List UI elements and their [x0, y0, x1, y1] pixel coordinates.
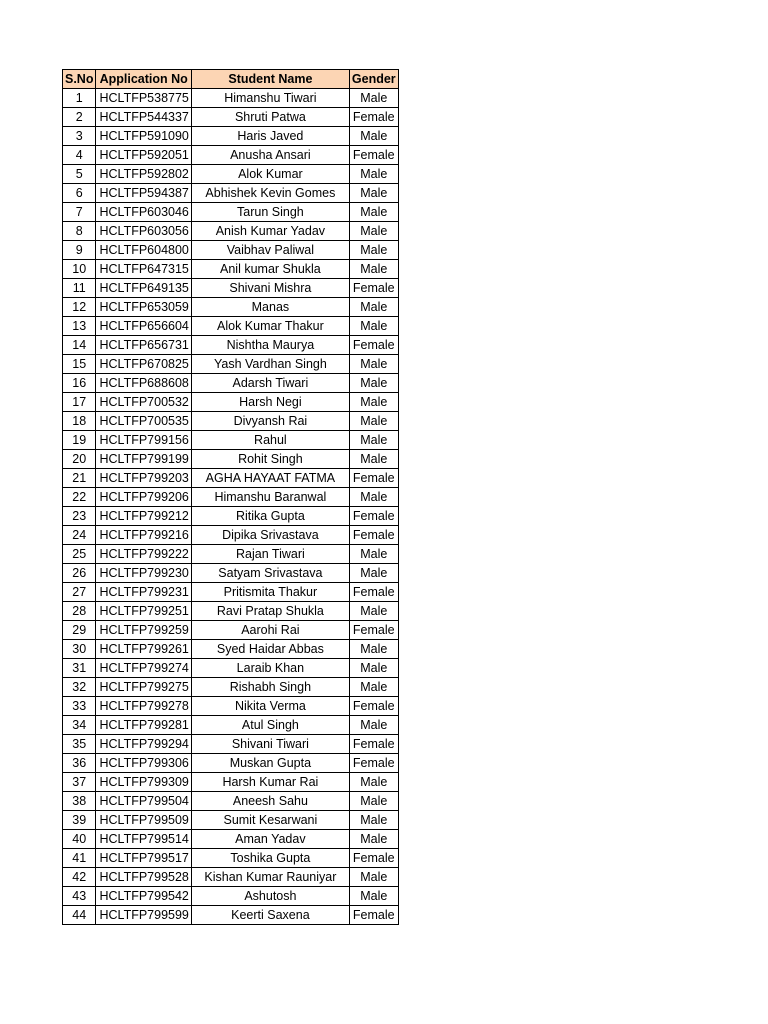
cell-sno: 30	[63, 640, 96, 659]
cell-application-no: HCLTFP799230	[96, 564, 191, 583]
cell-gender: Male	[349, 564, 398, 583]
cell-application-no: HCLTFP603056	[96, 222, 191, 241]
cell-application-no: HCLTFP592802	[96, 165, 191, 184]
table-row	[63, 526, 399, 545]
table-row	[63, 735, 399, 754]
cell-gender: Male	[349, 773, 398, 792]
cell-sno: 25	[63, 545, 96, 564]
cell-student-name: Dipika Srivastava	[191, 526, 349, 545]
table-row	[63, 792, 399, 811]
cell-student-name: Keerti Saxena	[191, 906, 349, 925]
cell-student-name: Rajan Tiwari	[191, 545, 349, 564]
cell-application-no: HCLTFP688608	[96, 374, 191, 393]
cell-gender: Male	[349, 393, 398, 412]
cell-sno: 24	[63, 526, 96, 545]
table-row	[63, 222, 399, 241]
table-row	[63, 488, 399, 507]
cell-gender: Male	[349, 545, 398, 564]
cell-student-name: Rohit Singh	[191, 450, 349, 469]
cell-student-name: Aman Yadav	[191, 830, 349, 849]
cell-application-no: HCLTFP799206	[96, 488, 191, 507]
cell-gender: Male	[349, 241, 398, 260]
cell-gender: Female	[349, 108, 398, 127]
cell-application-no: HCLTFP799156	[96, 431, 191, 450]
cell-sno: 6	[63, 184, 96, 203]
cell-gender: Male	[349, 317, 398, 336]
cell-student-name: Nishtha Maurya	[191, 336, 349, 355]
cell-student-name: Atul Singh	[191, 716, 349, 735]
cell-gender: Male	[349, 89, 398, 108]
cell-gender: Male	[349, 640, 398, 659]
cell-student-name: Shivani Tiwari	[191, 735, 349, 754]
cell-gender: Male	[349, 602, 398, 621]
cell-gender: Male	[349, 298, 398, 317]
cell-application-no: HCLTFP799274	[96, 659, 191, 678]
cell-application-no: HCLTFP799309	[96, 773, 191, 792]
table-row	[63, 89, 399, 108]
cell-application-no: HCLTFP603046	[96, 203, 191, 222]
cell-application-no: HCLTFP670825	[96, 355, 191, 374]
cell-gender: Male	[349, 355, 398, 374]
cell-sno: 1	[63, 89, 96, 108]
cell-student-name: Alok Kumar	[191, 165, 349, 184]
cell-sno: 29	[63, 621, 96, 640]
header-application-no: Application No	[96, 70, 191, 89]
cell-application-no: HCLTFP799281	[96, 716, 191, 735]
cell-sno: 18	[63, 412, 96, 431]
table-row	[63, 108, 399, 127]
cell-student-name: Shruti Patwa	[191, 108, 349, 127]
cell-student-name: Yash Vardhan Singh	[191, 355, 349, 374]
table-row	[63, 754, 399, 773]
cell-student-name: Shivani Mishra	[191, 279, 349, 298]
cell-gender: Male	[349, 412, 398, 431]
cell-application-no: HCLTFP799222	[96, 545, 191, 564]
cell-sno: 21	[63, 469, 96, 488]
cell-gender: Male	[349, 450, 398, 469]
cell-sno: 16	[63, 374, 96, 393]
cell-application-no: HCLTFP538775	[96, 89, 191, 108]
cell-student-name: Himanshu Tiwari	[191, 89, 349, 108]
cell-student-name: Pritismita Thakur	[191, 583, 349, 602]
table-row	[63, 317, 399, 336]
cell-application-no: HCLTFP653059	[96, 298, 191, 317]
cell-sno: 28	[63, 602, 96, 621]
cell-student-name: Vaibhav Paliwal	[191, 241, 349, 260]
cell-gender: Female	[349, 621, 398, 640]
cell-application-no: HCLTFP799259	[96, 621, 191, 640]
table-row	[63, 602, 399, 621]
cell-application-no: HCLTFP799251	[96, 602, 191, 621]
cell-application-no: HCLTFP604800	[96, 241, 191, 260]
header-sno: S.No	[63, 70, 96, 89]
cell-application-no: HCLTFP799199	[96, 450, 191, 469]
cell-gender: Female	[349, 849, 398, 868]
table-row	[63, 773, 399, 792]
cell-application-no: HCLTFP799599	[96, 906, 191, 925]
cell-student-name: Aneesh Sahu	[191, 792, 349, 811]
cell-student-name: Ravi Pratap Shukla	[191, 602, 349, 621]
cell-sno: 23	[63, 507, 96, 526]
cell-application-no: HCLTFP594387	[96, 184, 191, 203]
cell-sno: 8	[63, 222, 96, 241]
cell-application-no: HCLTFP799504	[96, 792, 191, 811]
cell-gender: Male	[349, 792, 398, 811]
table-row	[63, 393, 399, 412]
cell-sno: 37	[63, 773, 96, 792]
cell-application-no: HCLTFP799294	[96, 735, 191, 754]
table-row	[63, 127, 399, 146]
cell-application-no: HCLTFP799509	[96, 811, 191, 830]
cell-sno: 27	[63, 583, 96, 602]
table-row	[63, 849, 399, 868]
cell-gender: Female	[349, 146, 398, 165]
table-row	[63, 355, 399, 374]
table-row	[63, 146, 399, 165]
cell-sno: 44	[63, 906, 96, 925]
table-row	[63, 583, 399, 602]
cell-student-name: Syed Haidar Abbas	[191, 640, 349, 659]
header-gender: Gender	[349, 70, 398, 89]
cell-application-no: HCLTFP799528	[96, 868, 191, 887]
header-row	[63, 70, 399, 89]
table-row	[63, 184, 399, 203]
cell-gender: Male	[349, 374, 398, 393]
cell-gender: Female	[349, 754, 398, 773]
cell-sno: 42	[63, 868, 96, 887]
table-row	[63, 868, 399, 887]
table-row	[63, 431, 399, 450]
table-row	[63, 241, 399, 260]
cell-sno: 32	[63, 678, 96, 697]
cell-student-name: AGHA HAYAAT FATMA	[191, 469, 349, 488]
cell-application-no: HCLTFP656604	[96, 317, 191, 336]
cell-sno: 38	[63, 792, 96, 811]
cell-application-no: HCLTFP799517	[96, 849, 191, 868]
table-row	[63, 678, 399, 697]
cell-sno: 4	[63, 146, 96, 165]
cell-student-name: Rahul	[191, 431, 349, 450]
cell-gender: Male	[349, 222, 398, 241]
cell-sno: 13	[63, 317, 96, 336]
cell-student-name: Satyam Srivastava	[191, 564, 349, 583]
cell-sno: 3	[63, 127, 96, 146]
cell-sno: 43	[63, 887, 96, 906]
cell-application-no: HCLTFP700535	[96, 412, 191, 431]
table-row	[63, 887, 399, 906]
cell-sno: 26	[63, 564, 96, 583]
cell-gender: Male	[349, 127, 398, 146]
cell-gender: Male	[349, 203, 398, 222]
table-row	[63, 640, 399, 659]
cell-gender: Male	[349, 488, 398, 507]
cell-application-no: HCLTFP799278	[96, 697, 191, 716]
cell-sno: 35	[63, 735, 96, 754]
student-table	[62, 69, 399, 925]
cell-student-name: Anish Kumar Yadav	[191, 222, 349, 241]
table-row	[63, 336, 399, 355]
cell-gender: Male	[349, 887, 398, 906]
table-row	[63, 469, 399, 488]
cell-student-name: Laraib Khan	[191, 659, 349, 678]
cell-application-no: HCLTFP700532	[96, 393, 191, 412]
cell-sno: 22	[63, 488, 96, 507]
cell-gender: Male	[349, 811, 398, 830]
cell-application-no: HCLTFP656731	[96, 336, 191, 355]
cell-student-name: Aarohi Rai	[191, 621, 349, 640]
cell-sno: 5	[63, 165, 96, 184]
table-row	[63, 412, 399, 431]
cell-gender: Female	[349, 735, 398, 754]
cell-student-name: Ritika Gupta	[191, 507, 349, 526]
cell-student-name: Abhishek Kevin Gomes	[191, 184, 349, 203]
table-body	[63, 89, 399, 925]
table-row	[63, 621, 399, 640]
cell-gender: Female	[349, 697, 398, 716]
cell-student-name: Toshika Gupta	[191, 849, 349, 868]
cell-student-name: Anil kumar Shukla	[191, 260, 349, 279]
cell-gender: Male	[349, 165, 398, 184]
cell-student-name: Rishabh Singh	[191, 678, 349, 697]
cell-sno: 12	[63, 298, 96, 317]
cell-application-no: HCLTFP544337	[96, 108, 191, 127]
table-row	[63, 906, 399, 925]
cell-sno: 40	[63, 830, 96, 849]
cell-sno: 36	[63, 754, 96, 773]
table-row	[63, 203, 399, 222]
table-row	[63, 374, 399, 393]
cell-sno: 15	[63, 355, 96, 374]
cell-sno: 41	[63, 849, 96, 868]
cell-student-name: Muskan Gupta	[191, 754, 349, 773]
table-row	[63, 811, 399, 830]
table-row	[63, 697, 399, 716]
cell-application-no: HCLTFP799261	[96, 640, 191, 659]
table-row	[63, 450, 399, 469]
table-row	[63, 507, 399, 526]
table-row	[63, 545, 399, 564]
table-row	[63, 165, 399, 184]
cell-application-no: HCLTFP799542	[96, 887, 191, 906]
cell-gender: Male	[349, 678, 398, 697]
cell-sno: 39	[63, 811, 96, 830]
cell-application-no: HCLTFP591090	[96, 127, 191, 146]
cell-application-no: HCLTFP592051	[96, 146, 191, 165]
cell-student-name: Sumit Kesarwani	[191, 811, 349, 830]
cell-sno: 11	[63, 279, 96, 298]
cell-gender: Male	[349, 659, 398, 678]
cell-student-name: Alok Kumar Thakur	[191, 317, 349, 336]
cell-student-name: Divyansh Rai	[191, 412, 349, 431]
table-row	[63, 260, 399, 279]
cell-gender: Female	[349, 469, 398, 488]
cell-gender: Male	[349, 431, 398, 450]
cell-student-name: Adarsh Tiwari	[191, 374, 349, 393]
table-row	[63, 279, 399, 298]
cell-sno: 19	[63, 431, 96, 450]
cell-student-name: Ashutosh	[191, 887, 349, 906]
cell-gender: Male	[349, 184, 398, 203]
cell-gender: Female	[349, 279, 398, 298]
cell-application-no: HCLTFP649135	[96, 279, 191, 298]
table-row	[63, 298, 399, 317]
cell-student-name: Manas	[191, 298, 349, 317]
cell-sno: 9	[63, 241, 96, 260]
cell-gender: Female	[349, 906, 398, 925]
cell-application-no: HCLTFP799306	[96, 754, 191, 773]
cell-sno: 20	[63, 450, 96, 469]
cell-gender: Male	[349, 260, 398, 279]
header-student-name: Student Name	[191, 70, 349, 89]
cell-application-no: HCLTFP799231	[96, 583, 191, 602]
cell-sno: 7	[63, 203, 96, 222]
cell-sno: 2	[63, 108, 96, 127]
cell-sno: 17	[63, 393, 96, 412]
table-row	[63, 659, 399, 678]
cell-sno: 33	[63, 697, 96, 716]
table-row	[63, 830, 399, 849]
cell-gender: Male	[349, 830, 398, 849]
cell-gender: Female	[349, 507, 398, 526]
cell-student-name: Himanshu Baranwal	[191, 488, 349, 507]
cell-student-name: Haris Javed	[191, 127, 349, 146]
cell-student-name: Nikita Verma	[191, 697, 349, 716]
cell-sno: 34	[63, 716, 96, 735]
cell-student-name: Harsh Kumar Rai	[191, 773, 349, 792]
cell-application-no: HCLTFP799216	[96, 526, 191, 545]
cell-application-no: HCLTFP799275	[96, 678, 191, 697]
cell-application-no: HCLTFP647315	[96, 260, 191, 279]
cell-application-no: HCLTFP799203	[96, 469, 191, 488]
table-row	[63, 564, 399, 583]
cell-gender: Female	[349, 336, 398, 355]
cell-gender: Female	[349, 526, 398, 545]
cell-application-no: HCLTFP799212	[96, 507, 191, 526]
cell-student-name: Harsh Negi	[191, 393, 349, 412]
cell-gender: Female	[349, 583, 398, 602]
cell-sno: 31	[63, 659, 96, 678]
cell-application-no: HCLTFP799514	[96, 830, 191, 849]
table-row	[63, 716, 399, 735]
cell-gender: Male	[349, 716, 398, 735]
cell-gender: Male	[349, 868, 398, 887]
cell-student-name: Tarun Singh	[191, 203, 349, 222]
cell-student-name: Anusha Ansari	[191, 146, 349, 165]
cell-student-name: Kishan Kumar Rauniyar	[191, 868, 349, 887]
cell-sno: 10	[63, 260, 96, 279]
cell-sno: 14	[63, 336, 96, 355]
